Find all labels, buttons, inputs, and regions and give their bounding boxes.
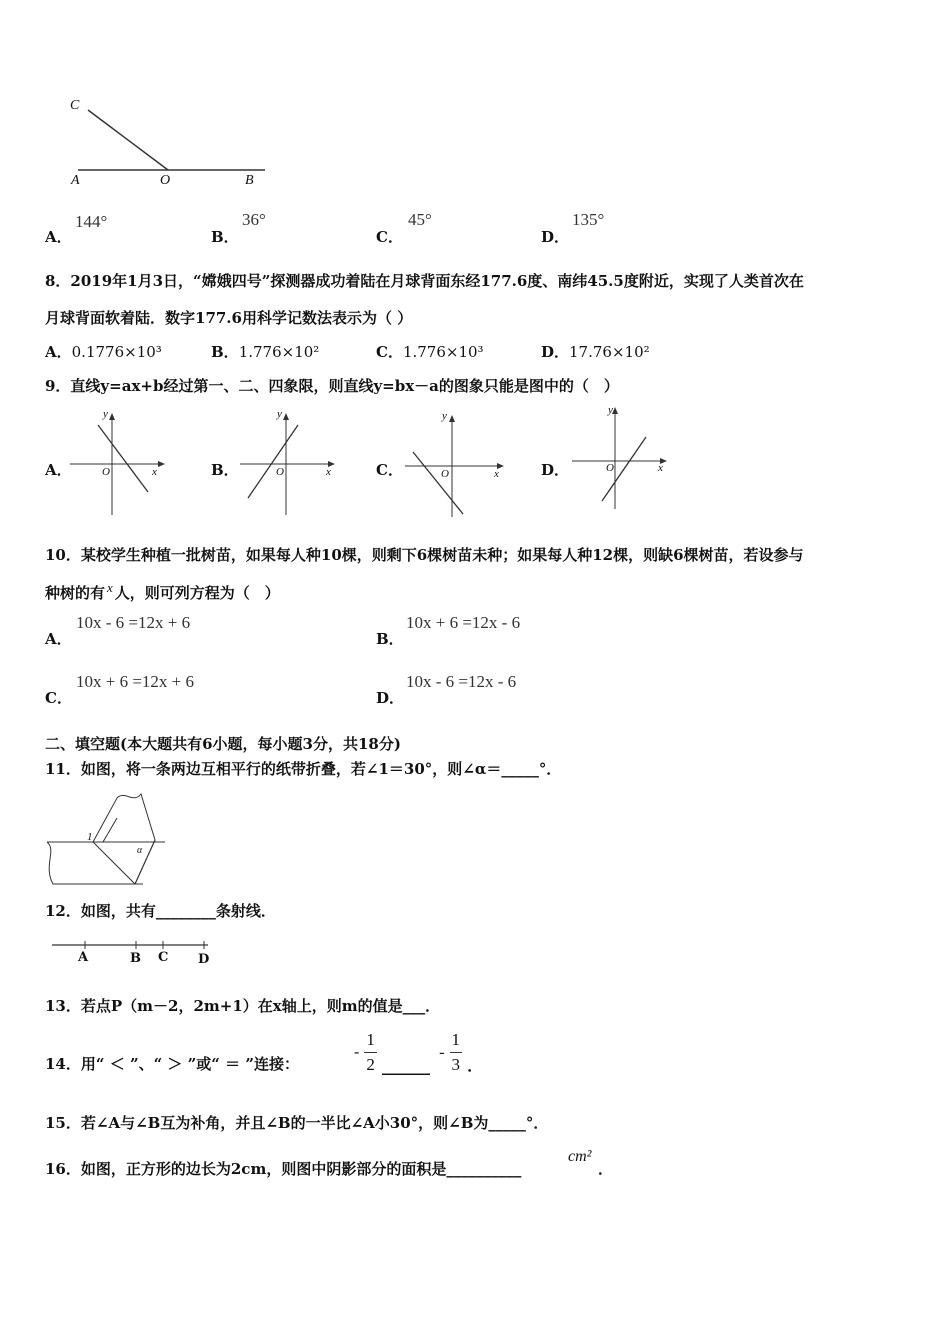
q14-fraction-third: $\frac{1}{3}$ <box>451 1030 461 1074</box>
label-a: A <box>71 173 80 188</box>
q7-option-a-value: 144° <box>75 212 108 231</box>
q11-label-1: 1 <box>87 831 93 843</box>
label-o: O <box>160 173 171 188</box>
q16-unit: cm² <box>568 1148 592 1165</box>
q7-option-c-value: 45° <box>408 210 432 229</box>
q9-c-y: y <box>442 410 447 422</box>
q9-graph-c <box>405 412 505 517</box>
section-2-heading: 二、填空题(本大题共有6小题，每小题3分，共18分) <box>45 735 401 753</box>
label-c: C <box>70 98 80 113</box>
q9-option-a: A． <box>45 461 72 479</box>
q8-option-b: B．1.776×10² <box>211 343 320 361</box>
q13-text: 13．若点P（m－2，2m+1）在x轴上，则m的值是___． <box>45 997 441 1015</box>
q9-option-c: C． <box>376 461 403 479</box>
q14-text: 14．用“ ＜ ”、“ ＞ ”或“ ＝ ”连接： <box>45 1055 299 1073</box>
q12-point-c: C <box>158 950 169 965</box>
q12-point-d: D <box>198 952 210 967</box>
q8-option-a: A．0.1776×10³ <box>45 343 162 361</box>
q9-option-d: D． <box>541 461 570 479</box>
q12-text: 12．如图，共有________条射线． <box>45 902 276 920</box>
label-b: B <box>245 173 254 188</box>
q9-d-o: O <box>606 462 614 474</box>
q7-option-b-value: 36° <box>242 210 266 229</box>
q9-option-b: B． <box>211 461 239 479</box>
folded-strip-figure <box>45 788 165 888</box>
q11-label-alpha: α <box>137 845 143 856</box>
q10-option-d-value: 10x - 6 =12x - 6 <box>406 672 517 691</box>
q10-option-b-value: 10x + 6 =12x - 6 <box>406 613 521 632</box>
q8-option-d: D．17.76×10² <box>541 343 650 361</box>
q16-end: ． <box>598 1160 614 1178</box>
q10-line2: 种树的有 x 人，则可列方程为（ ） <box>45 580 280 602</box>
q15-text: 15．若∠A与∠B互为补角，并且∠B的一半比∠A小30°，则∠B为_____°． <box>45 1114 549 1132</box>
q14-fraction-half: $\frac{1}{2}$ <box>366 1030 375 1074</box>
q10-option-c-letter: C． <box>45 689 72 707</box>
q10-option-a-value: 10x - 6 =12x + 6 <box>76 613 191 632</box>
q9-b-o: O <box>276 466 284 478</box>
q9-graph-d <box>572 404 672 509</box>
q9-b-x: x <box>326 466 331 478</box>
q9-c-o: O <box>441 468 449 480</box>
q14-expression: - $\frac{1}{2}$ ______ - $\frac{1}{3}$ ． <box>354 1030 484 1075</box>
q16-text: 16．如图，正方形的边长为2cm，则图中阴影部分的面积是__________ <box>45 1160 522 1178</box>
q8-line2: 月球背面软着陆．数字177.6用科学记数法表示为（ ） <box>45 309 413 327</box>
q9-a-y: y <box>103 408 108 420</box>
q10-var-x: x <box>107 580 113 595</box>
q10-option-a-letter: A． <box>45 630 72 648</box>
q9-d-y: y <box>608 404 613 416</box>
q10-line1: 10．某校学生种植一批树苗，如果每人种10棵，则剩下6棵树苗未种；如果每人种12棵，则缺6棵树苗，若设参与 <box>45 546 804 564</box>
q9-c-x: x <box>494 468 499 480</box>
q8-option-c: C．1.776×10³ <box>376 343 484 361</box>
q7-option-b-letter: B． <box>211 228 239 246</box>
q10-option-d-letter: D． <box>376 689 405 707</box>
q8-line1: 8．2019年1月3日，“嫦娥四号”探测器成功着陆在月球背面东经177.6度、南纬45.5度附近，实现了人类首次在 <box>45 272 804 290</box>
q9-a-o: O <box>102 466 110 478</box>
q12-point-a: A <box>78 950 89 965</box>
q10-option-b-letter: B． <box>376 630 404 648</box>
q12-point-b: B <box>130 951 141 966</box>
q9-graph-a <box>70 410 170 515</box>
q9-d-x: x <box>658 462 663 474</box>
q9-graph-b <box>240 410 340 515</box>
q9-b-y: y <box>277 408 282 420</box>
q7-option-d-letter: D． <box>541 228 570 246</box>
q7-option-a-letter: A． <box>45 228 72 246</box>
q7-option-c-letter: C． <box>376 228 403 246</box>
q11-text: 11．如图，将一条两边互相平行的纸带折叠，若∠1＝30°，则∠α＝_____°． <box>45 760 562 778</box>
q9-text: 9．直线y=ax+b经过第一、二、四象限，则直线y=bx－a的图象只能是图中的（ ） <box>45 377 619 395</box>
q7-option-d-value: 135° <box>572 210 605 229</box>
q14-blank[interactable]: ______ <box>382 1056 431 1075</box>
q10-option-c-value: 10x + 6 =12x + 6 <box>76 672 195 691</box>
q9-a-x: x <box>152 466 157 478</box>
